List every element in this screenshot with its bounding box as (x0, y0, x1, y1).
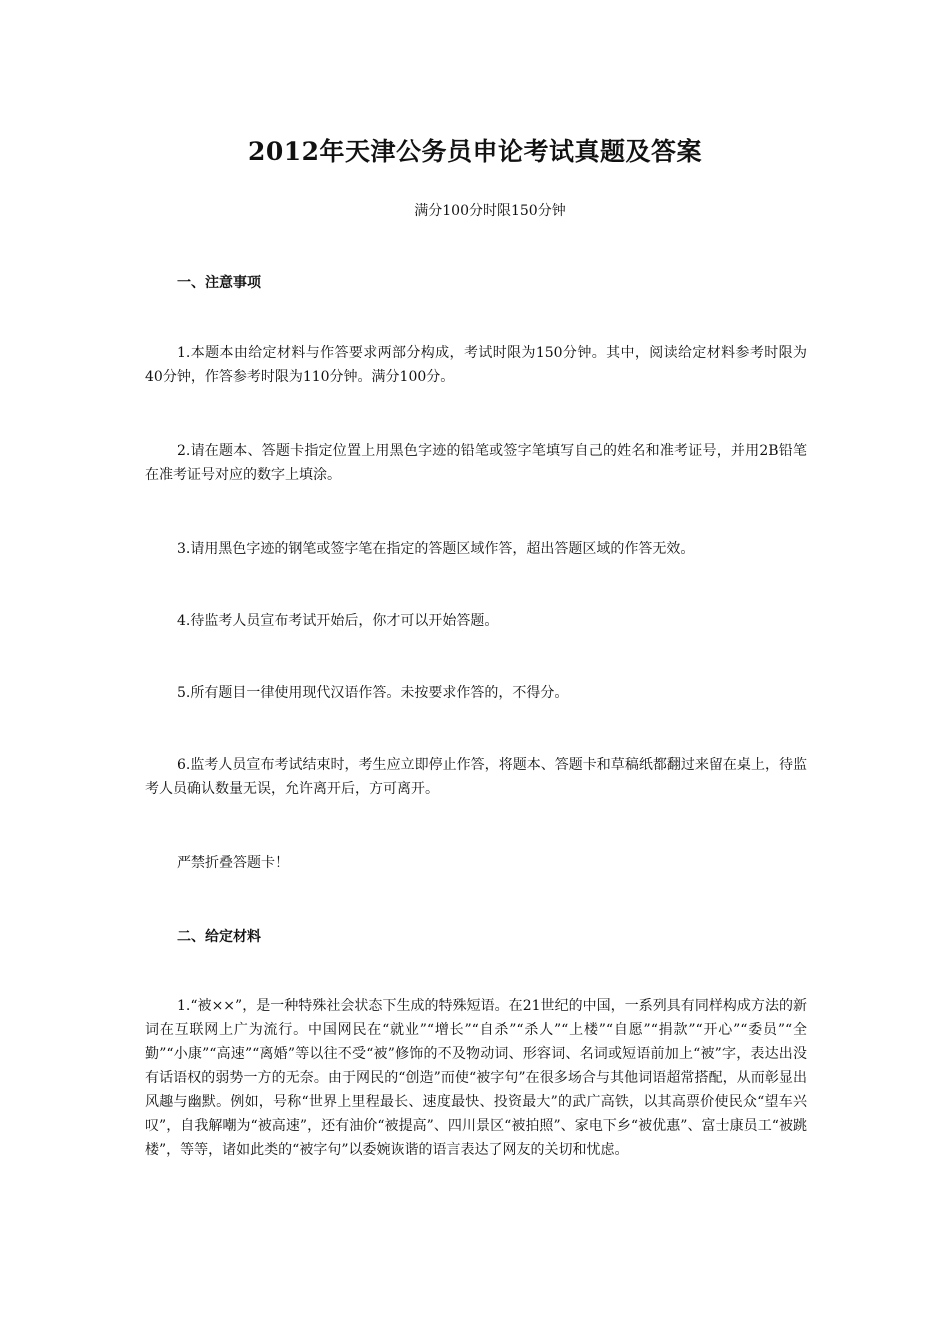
notice-item-1: 1.本题本由给定材料与作答要求两部分构成，考试时限为150分钟。其中，阅读给定材料参考时限为40分钟，作答参考时限为110分钟。满分100分。 (145, 345, 807, 385)
notice-item-4: 4.待监考人员宣布考试开始后，你才可以开始答题。 (177, 613, 499, 629)
notice-item-6: 6.监考人员宣布考试结束时，考生应立即停止作答，将题本、答题卡和草稿纸都翻过来留在桌上，待监考人员确认数量无误，允许离开后，方可离开。 (145, 757, 807, 797)
notice-item-2: 2.请在题本、答题卡指定位置上用黑色字迹的铅笔或签字笔填写自己的姓名和准考证号，并用2B铅笔在准考证号对应的数字上填涂。 (145, 443, 807, 483)
section-heading-materials: 二、给定材料 (177, 929, 261, 945)
document-subtitle: 满分100分时限150分钟 (414, 203, 566, 219)
notice-item-5: 5.所有题目一律使用现代汉语作答。未按要求作答的，不得分。 (177, 685, 569, 701)
notice-warning: 严禁折叠答题卡！ (177, 855, 289, 871)
material-paragraph-1: 1.“被××”，是一种特殊社会状态下生成的特殊短语。在21世纪的中国，一系列具有同样构成方法的新词在互联网上广为流行。中国网民在“就业”“增长”“自杀”“杀人”“上楼”“自愿”“捐款”“开心”“委员”“全勤”“小康”“高速”“离婚”等以往不受“被”修饰的不及物动词、形容词、名词或短语前加上“被”字，表达出没有话语权的弱势一方的无奈。由于网民的“创造”而使“被字句”在很多场合与其他词语超常搭配，从而彰显出风趣与幽默。例如，号称“世界上里程最长、速度最快、投资最大”的武广高铁，以其高票价使民众“望车兴叹”，自我解嘲为“被高速”，还有油价“被提高”、四川景区“被拍照”、家电下乡“被优惠”、富士康员工“被跳楼”，等等，诸如此类的“被字句”以委婉诙谐的语言表达了网友的关切和忧虑。 (145, 998, 807, 1158)
document-title: 2012年天津公务员申论考试真题及答案 (247, 137, 703, 166)
notice-item-3: 3.请用黑色字迹的钢笔或签字笔在指定的答题区域作答，超出答题区域的作答无效。 (177, 541, 695, 557)
section-heading-notes: 一、注意事项 (177, 275, 261, 291)
